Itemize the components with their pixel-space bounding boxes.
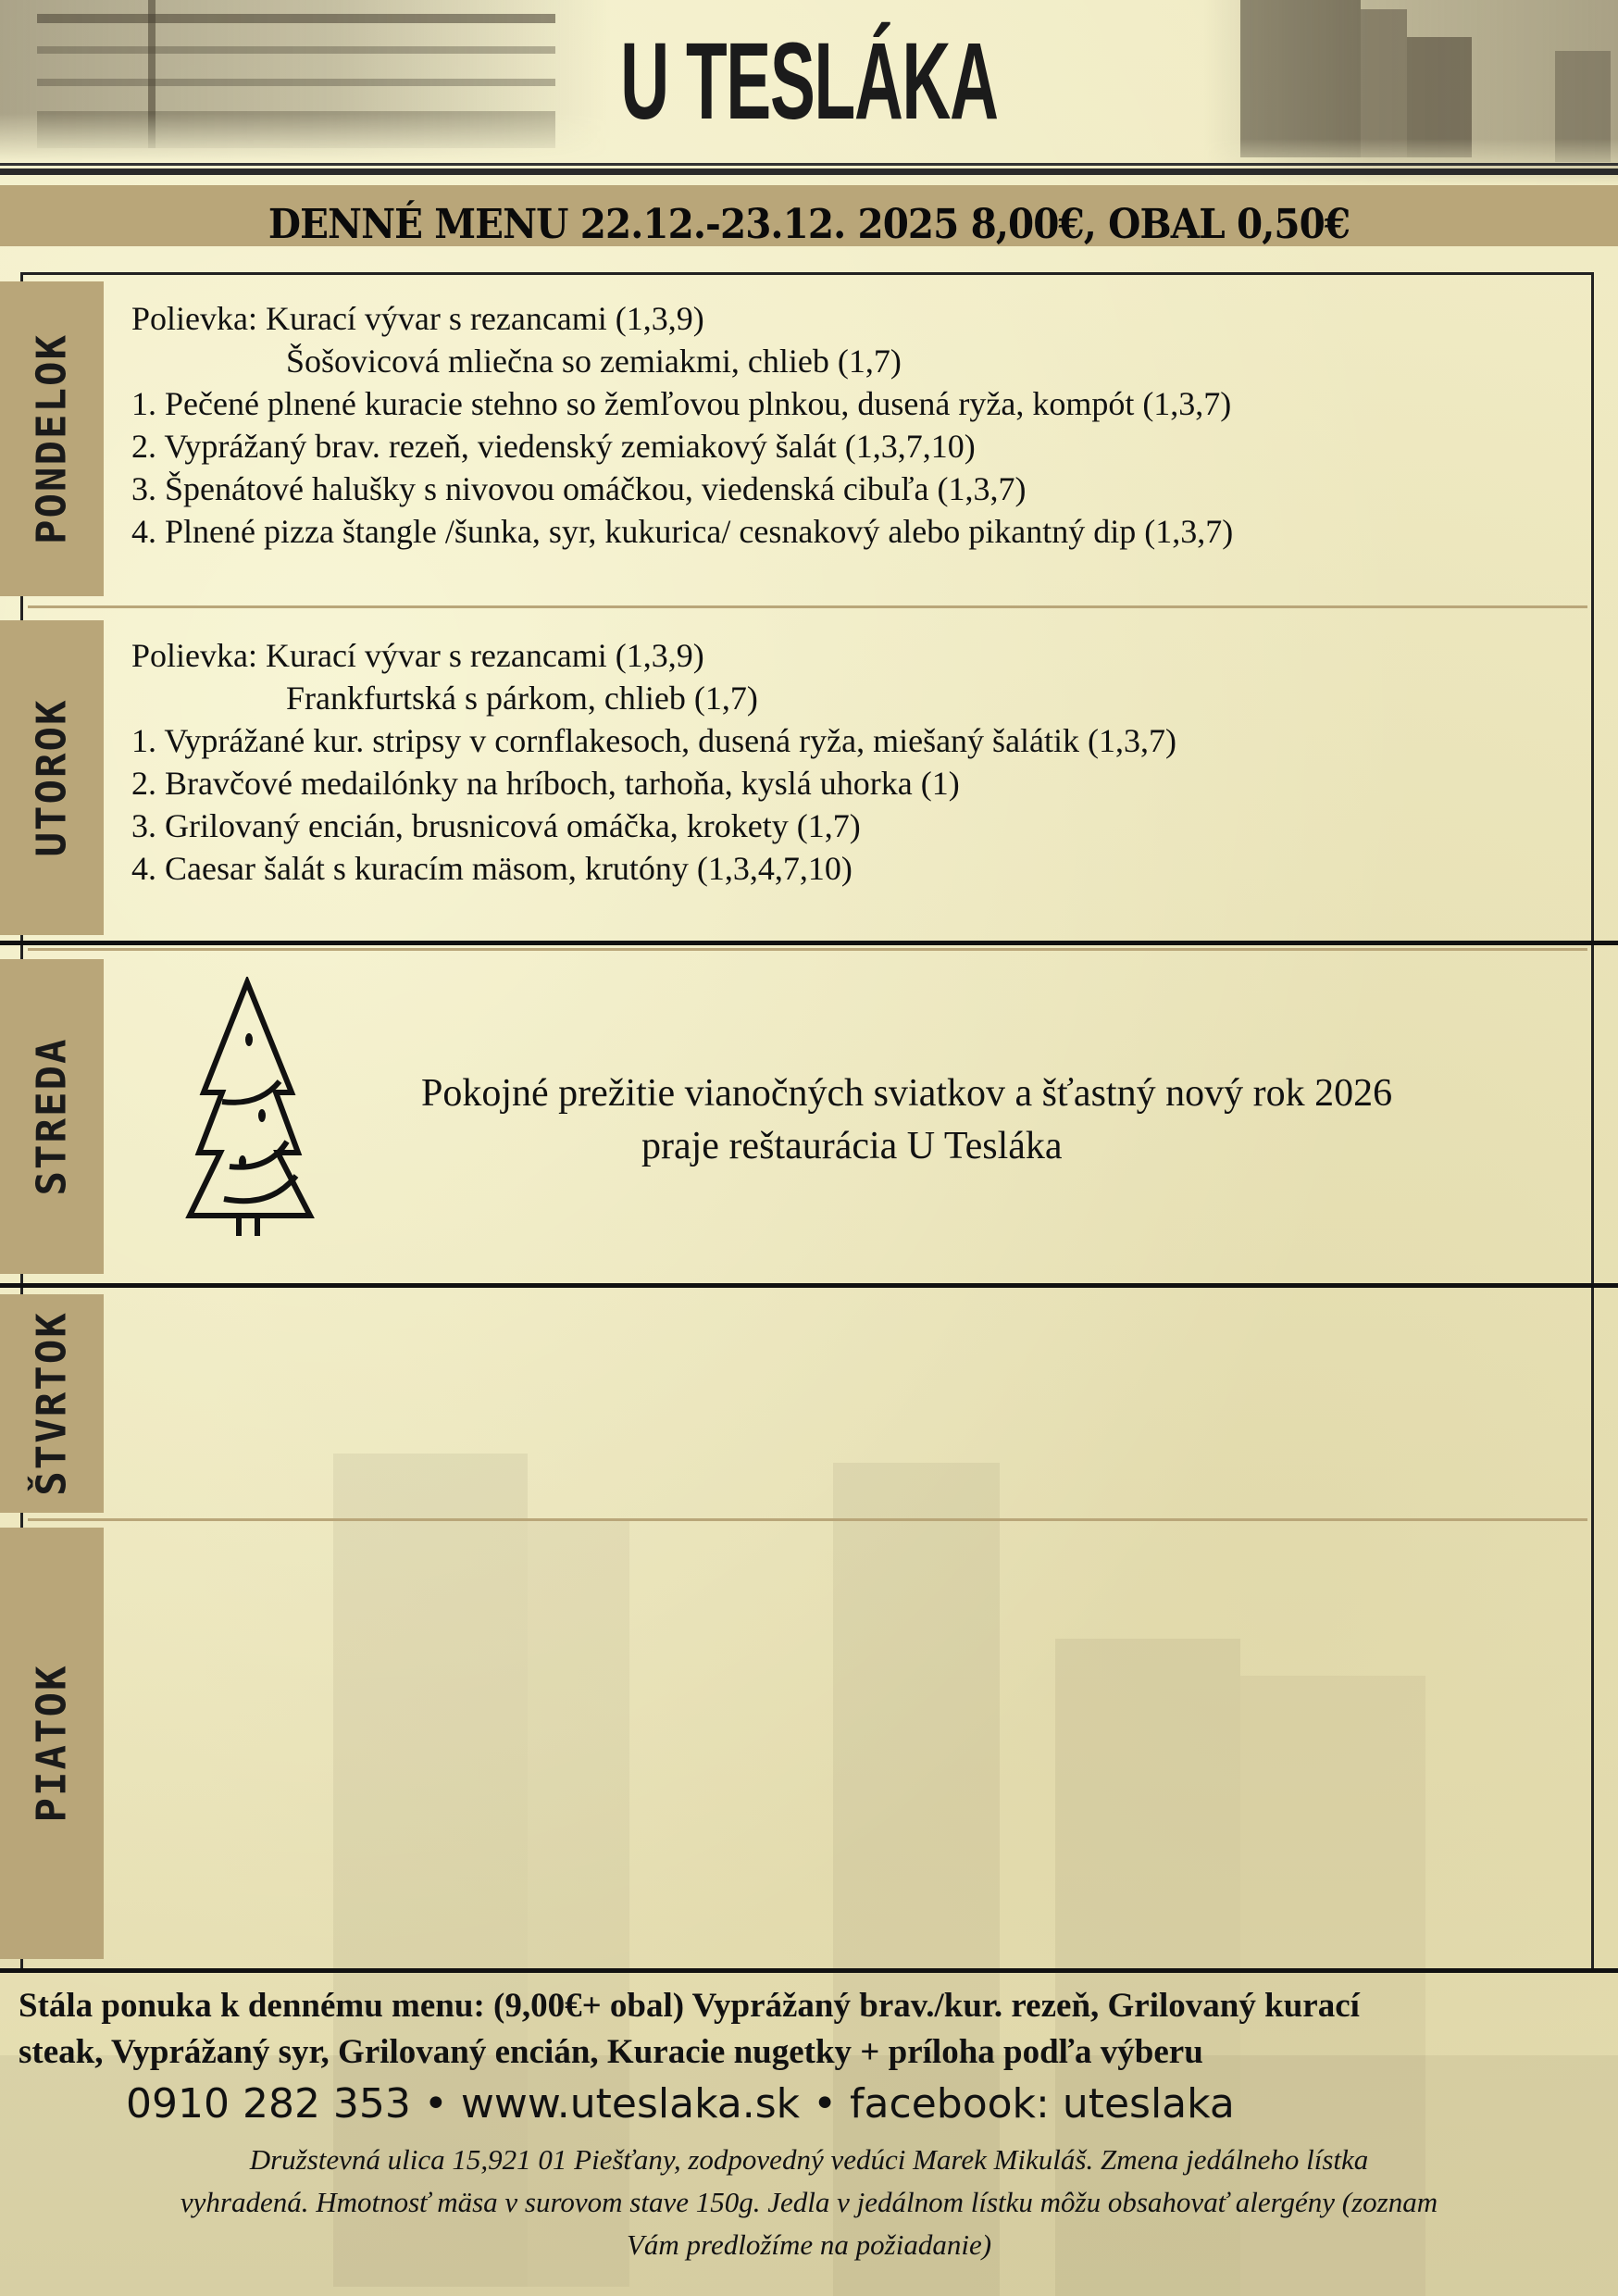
- day-tab-streda: [0, 959, 104, 1274]
- standing-offer: Stála ponuka k dennému menu: (9,00€+ obal) Vyprážaný brav./kur. rezeň, Grilovaný kurací: [19, 1987, 1360, 2025]
- restaurant-logo: U TESLÁKA: [620, 20, 998, 143]
- header-divider: [0, 163, 1618, 166]
- row-divider: [0, 1283, 1618, 1288]
- legal-info: Vám predložíme na požiadanie): [626, 2228, 992, 2261]
- menu-item: 3. Grilovaný encián, brusnicová omáčka, krokety (1,7): [131, 807, 861, 844]
- menu-item: 1. Pečené plnené kuracie stehno so žemľovou plnkou, dusená ryža, kompót (1,3,7): [131, 385, 1232, 422]
- header-divider: [0, 168, 1618, 175]
- table-border-top: [20, 272, 1594, 275]
- menu-utorok: [131, 634, 1176, 890]
- row-divider: [0, 941, 1618, 945]
- day-label: PONDELOK: [28, 333, 76, 544]
- day-label: ŠTVRTOK: [28, 1311, 76, 1496]
- soup-line: Polievka: Kurací vývar s rezancami (1,3,9): [131, 300, 704, 337]
- menu-pondelok: [131, 297, 1233, 553]
- soup-line: Polievka: Kurací vývar s rezancami (1,3,9): [131, 637, 704, 674]
- day-tab-utorok: [0, 620, 104, 935]
- day-tab-pondelok: [0, 281, 104, 596]
- day-label: UTOROK: [28, 698, 76, 857]
- row-divider: [0, 1968, 1618, 1973]
- table-border-right: [1591, 272, 1594, 1972]
- menu-item: 4. Plnené pizza štangle /šunka, syr, kukurica/ cesnakový alebo pikantný dip (1,3,7): [131, 513, 1234, 550]
- row-divider: [28, 1518, 1587, 1521]
- day-tab-piatok: [0, 1528, 104, 1959]
- day-label: STREDA: [28, 1037, 76, 1196]
- menu-item: 1. Vyprážané kur. stripsy v cornflakesoch, dusená ryža, miešaný šalátik (1,3,7): [131, 722, 1177, 759]
- holiday-greeting: Pokojné prežitie vianočných sviatkov a šťastný nový rok 2026: [421, 1072, 1393, 1115]
- holiday-greeting-signature: praje reštaurácia U Tesláka: [641, 1125, 1063, 1167]
- legal-info: Družstevná ulica 15,921 01 Piešťany, zodpovedný vedúci Marek Mikuláš. Zmena jedálneho lístka: [249, 2143, 1369, 2176]
- soup-line: Frankfurtská s párkom, chlieb (1,7): [286, 680, 758, 717]
- menu-item: 3. Špenátové halušky s nivovou omáčkou, viedenská cibuľa (1,3,7): [131, 470, 1027, 507]
- legal-info: vyhradená. Hmotnosť mäsa v surovom stave 150g. Jedla v jedálnom lístku môžu obsahovať alergény (zoznam: [180, 2186, 1438, 2218]
- row-divider: [28, 948, 1587, 951]
- menu-title: DENNÉ MENU 22.12.-23.12. 2025 8,00€, OBAL 0,50€: [268, 201, 1350, 248]
- row-divider: [28, 605, 1587, 608]
- menu-item: 2. Bravčové medailónky na hríboch, tarhoňa, kyslá uhorka (1): [131, 765, 960, 802]
- menu-item: 2. Vyprážaný brav. rezeň, viedenský zemiakový šalát (1,3,7,10): [131, 428, 976, 465]
- day-tab-stvrtok: [0, 1294, 104, 1513]
- day-label: PIATOK: [28, 1664, 76, 1823]
- contact-line: 0910 282 353 • www.uteslaka.sk • facebook: uteslaka: [126, 2080, 1235, 2128]
- standing-offer: steak, Vyprážaný syr, Grilovaný encián, Kuracie nugetky + príloha podľa výberu: [19, 2033, 1203, 2071]
- soup-line: Šošovicová mliečna so zemiakmi, chlieb (1,7): [286, 343, 902, 380]
- menu-item: 4. Caesar šalát s kuracím mäsom, krutóny (1,3,4,7,10): [131, 850, 853, 887]
- christmas-tree-icon: [157, 977, 352, 1236]
